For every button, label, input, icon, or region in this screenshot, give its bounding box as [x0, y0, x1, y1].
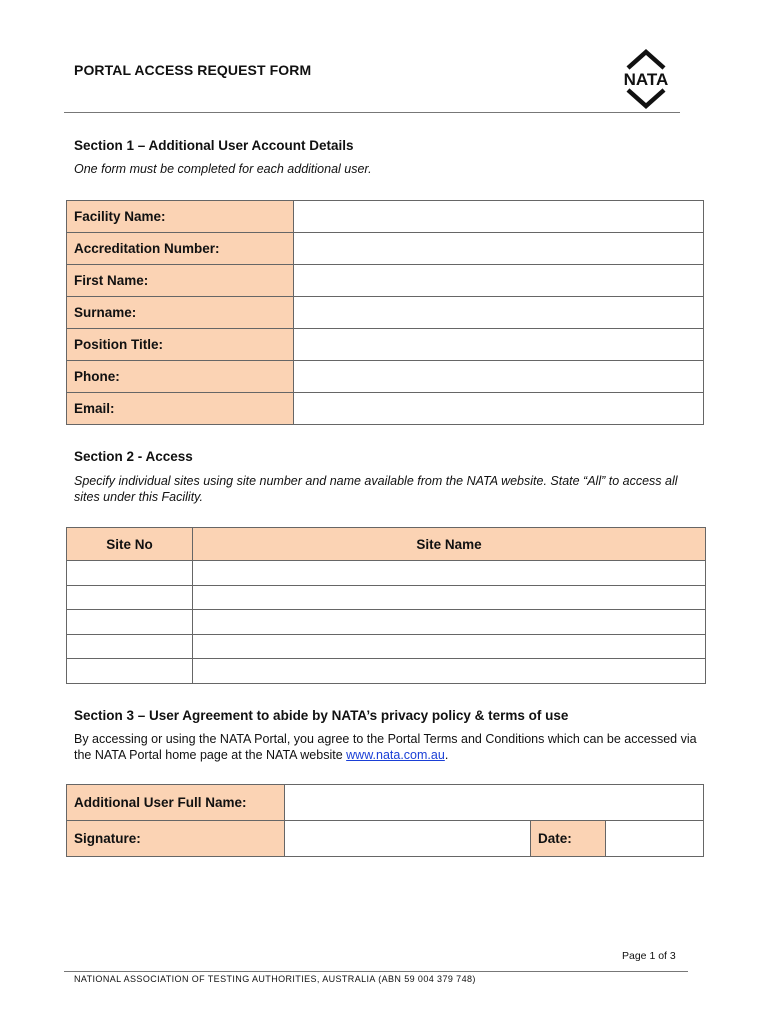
- surname-field[interactable]: [294, 297, 704, 329]
- table-row: [67, 329, 704, 361]
- table-row: [67, 634, 706, 659]
- position-title-label: Position Title:: [67, 329, 294, 361]
- table-row: [67, 201, 704, 233]
- accreditation-number-field[interactable]: [294, 233, 704, 265]
- site-no-field[interactable]: [67, 561, 193, 586]
- table-row: [67, 821, 704, 857]
- site-name-field[interactable]: [193, 561, 706, 586]
- footer-divider: [64, 971, 688, 972]
- section1-heading: Section 1 – Additional User Account Details: [74, 138, 354, 153]
- table-row: [67, 393, 704, 425]
- footer-text: NATIONAL ASSOCIATION OF TESTING AUTHORITIES, AUSTRALIA (ABN 59 004 379 748): [74, 974, 476, 984]
- first-name-field[interactable]: [294, 265, 704, 297]
- table-row: [67, 659, 706, 684]
- full-name-label: Additional User Full Name:: [67, 785, 285, 821]
- table-row: [67, 233, 704, 265]
- section3-body: [74, 731, 704, 763]
- table-row: [67, 785, 704, 821]
- position-title-field[interactable]: [294, 329, 704, 361]
- section1-note: One form must be completed for each additional user.: [74, 162, 372, 176]
- section2-heading: Section 2 - Access: [74, 449, 193, 464]
- table-row: [67, 297, 704, 329]
- table-row: [67, 585, 706, 610]
- site-name-field[interactable]: [193, 585, 706, 610]
- date-label: Date:: [531, 821, 606, 857]
- facility-name-field[interactable]: [294, 201, 704, 233]
- phone-label: Phone:: [67, 361, 294, 393]
- section3-heading: Section 3 – User Agreement to abide by NATA’s privacy policy & terms of use: [74, 708, 569, 723]
- table-row: [67, 265, 704, 297]
- nata-website-link[interactable]: www.nata.com.au: [346, 748, 445, 762]
- table-row: [67, 361, 704, 393]
- signature-label: Signature:: [67, 821, 285, 857]
- page-title: PORTAL ACCESS REQUEST FORM: [74, 62, 312, 78]
- phone-field[interactable]: [294, 361, 704, 393]
- site-name-field[interactable]: [193, 659, 706, 684]
- header-divider: [64, 112, 680, 113]
- site-name-field[interactable]: [193, 634, 706, 659]
- logo-text: NATA: [623, 70, 669, 89]
- site-no-field[interactable]: [67, 585, 193, 610]
- full-name-field[interactable]: [285, 785, 704, 821]
- signature-field[interactable]: [285, 821, 531, 857]
- site-no-field[interactable]: [67, 659, 193, 684]
- user-agreement-table: [66, 784, 704, 857]
- table-row: [67, 610, 706, 635]
- site-name-header: Site Name: [193, 528, 706, 561]
- facility-name-label: Facility Name:: [67, 201, 294, 233]
- agreement-text: By accessing or using the NATA Portal, you agree to the Portal Terms and Conditions which can be accessed via the NATA Portal home page at the NATA website: [74, 732, 697, 762]
- email-label: Email:: [67, 393, 294, 425]
- site-no-header: Site No: [67, 528, 193, 561]
- accreditation-number-label: Accreditation Number:: [67, 233, 294, 265]
- first-name-label: First Name:: [67, 265, 294, 297]
- site-no-field[interactable]: [67, 610, 193, 635]
- table-header-row: [67, 528, 706, 561]
- section2-note: Specify individual sites using site number and name available from the NATA website. State “All” to access all sites under this Facility.: [74, 474, 678, 504]
- date-field[interactable]: [606, 821, 704, 857]
- page-number: Page 1 of 3: [622, 950, 676, 962]
- email-field[interactable]: [294, 393, 704, 425]
- nata-logo: [616, 46, 676, 110]
- user-details-table: [66, 200, 704, 425]
- agreement-text-end: .: [444, 748, 449, 762]
- site-name-field[interactable]: [193, 610, 706, 635]
- site-access-table: [66, 527, 706, 684]
- table-row: [67, 561, 706, 586]
- site-no-field[interactable]: [67, 634, 193, 659]
- surname-label: Surname:: [67, 297, 294, 329]
